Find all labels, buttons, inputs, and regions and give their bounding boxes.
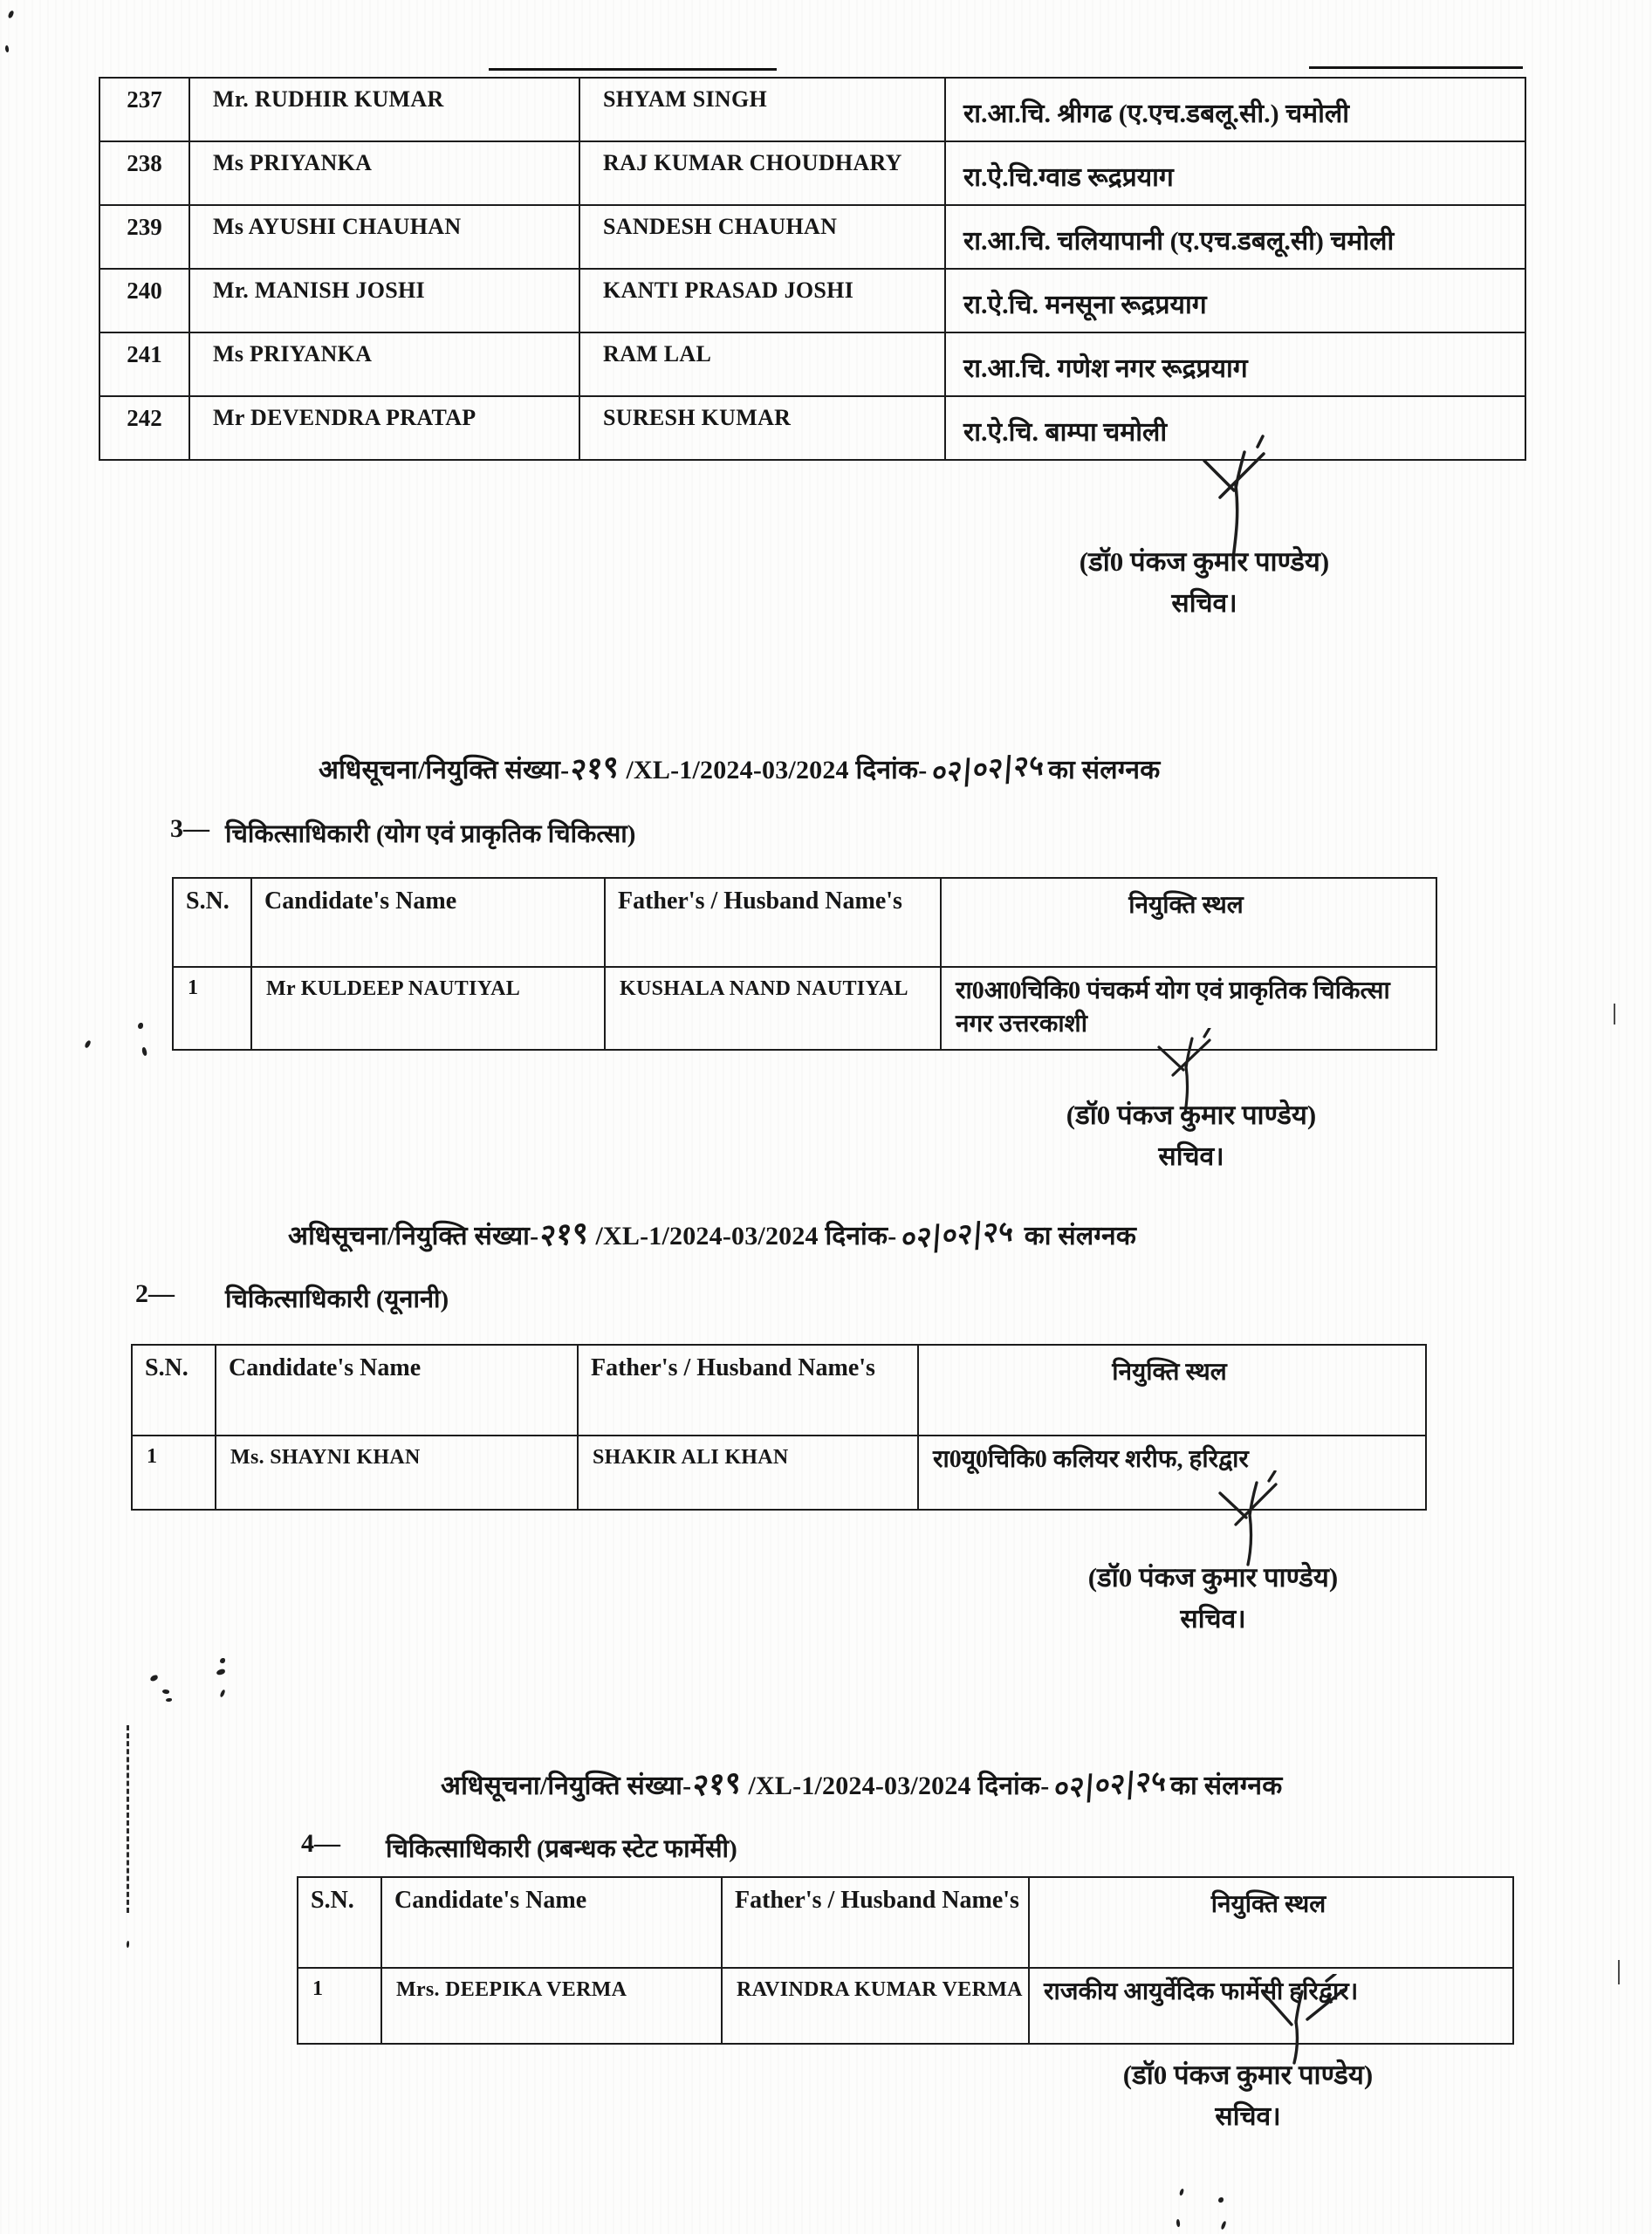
ink-speck — [1218, 2197, 1224, 2203]
section-heading: चिकित्साधिकारी (यूनानी) — [225, 1285, 449, 1313]
father-name: SHAKIR ALI KHAN — [578, 1436, 918, 1510]
ink-speck — [4, 45, 10, 53]
signatory-name: (डॉ0 पंकज कुमार पाण्डेय) — [1087, 1562, 1339, 1593]
signatory-name: (डॉ0 पंकज कुमार पाण्डेय) — [1122, 2059, 1374, 2090]
ink-speck — [127, 1941, 129, 1948]
table-row — [99, 396, 1525, 460]
signatory-block — [1030, 2056, 1466, 2133]
notification-line — [319, 747, 1160, 788]
father-name: RAVINDRA KUMAR VERMA — [722, 1968, 1029, 2044]
father-name: RAM LAL — [579, 332, 945, 396]
notification-middle: /XL-1/2024-03/2024 दिनांक- — [748, 1771, 1050, 1800]
posting-place: रा0आ0चिकि0 पंचकर्म योग एवं प्राकृतिक चिकित्सा नगर उत्तरकाशी — [941, 967, 1436, 1050]
signature-mark — [1246, 1974, 1368, 2066]
ink-speck — [149, 1675, 159, 1682]
notification-line — [288, 1213, 1136, 1254]
table-row — [99, 269, 1525, 332]
table-row — [99, 141, 1525, 205]
scan-edge-artifact — [1618, 1960, 1620, 1984]
candidate-name: Ms PRIYANKA — [189, 332, 579, 396]
candidate-table-main — [99, 77, 1526, 461]
column-header-sn: S.N. — [132, 1345, 216, 1436]
posting-place: रा.ऐ.चि. बाम्पा चमोली — [945, 396, 1525, 460]
column-header-candidate: Candidate's Name — [381, 1877, 722, 1968]
column-header-father: Father's / Husband Name's — [578, 1345, 918, 1436]
notification-middle: /XL-1/2024-03/2024 दिनांक- — [626, 756, 928, 785]
candidate-name: Ms AYUSHI CHAUHAN — [189, 205, 579, 269]
candidate-name: Mr. RUDHIR KUMAR — [189, 78, 579, 141]
serial-number: 1 — [298, 1968, 381, 2044]
signatory-name: (डॉ0 पंकज कुमार पाण्डेय) — [1079, 546, 1330, 577]
section-number: 3— — [170, 814, 209, 843]
column-header-sn: S.N. — [173, 878, 251, 967]
column-header-place: नियुक्ति स्थल — [941, 878, 1436, 967]
table-row — [173, 967, 1436, 1050]
section-number: 4— — [301, 1829, 340, 1858]
column-header-father: Father's / Husband Name's — [605, 878, 941, 967]
father-name: SANDESH CHAUHAN — [579, 205, 945, 269]
signatory-name: (डॉ0 पंकज कुमार पाण्डेय) — [1066, 1100, 1317, 1130]
notification-line — [441, 1763, 1282, 1804]
candidate-name: Ms PRIYANKA — [189, 141, 579, 205]
notification-suffix: का संलग्नक — [1048, 756, 1161, 785]
handwritten-date: ०२|०२|२५ — [1053, 1763, 1169, 1806]
posting-place: राजकीय आयुर्वेदिक फार्मेसी हरिद्वार। — [1029, 1968, 1513, 2044]
serial-number: 242 — [99, 396, 189, 460]
posting-place: रा.आ.चि. श्रीगढ (ए.एच.डबलू.सी.) चमोली — [945, 78, 1525, 141]
father-name: KUSHALA NAND NAUTIYAL — [605, 967, 941, 1050]
ink-speck — [8, 10, 15, 18]
signatory-block — [995, 1559, 1431, 1635]
table-row — [99, 78, 1525, 141]
serial-number: 1 — [173, 967, 251, 1050]
ink-speck — [220, 1658, 225, 1663]
signatory-title: सचिव। — [1180, 1605, 1246, 1634]
ink-speck — [84, 1039, 91, 1048]
handwritten-number: २१९ — [569, 748, 620, 789]
serial-number: 241 — [99, 332, 189, 396]
ink-speck — [141, 1046, 148, 1056]
notification-middle: /XL-1/2024-03/2024 दिनांक- — [595, 1222, 897, 1251]
ink-speck — [216, 1669, 225, 1676]
father-name: SHYAM SINGH — [579, 78, 945, 141]
signatory-block — [973, 1096, 1409, 1173]
section-heading: चिकित्साधिकारी (प्रबन्धक स्टेट फार्मेसी) — [386, 1835, 737, 1863]
ink-speck — [1221, 2221, 1227, 2231]
candidate-name: Mr. MANISH JOSHI — [189, 269, 579, 332]
handwritten-number: २१९ — [691, 1764, 743, 1805]
signatory-title: सचिव। — [1171, 589, 1237, 618]
ink-speck — [220, 1689, 226, 1698]
candidate-table-yoga — [172, 877, 1437, 1051]
ink-speck — [161, 1689, 169, 1695]
handwritten-number: २१९ — [538, 1214, 590, 1255]
column-header-place: नियुक्ति स्थल — [1029, 1877, 1513, 1968]
signatory-title: सचिव। — [1158, 1142, 1224, 1171]
signatory-block — [986, 543, 1422, 620]
candidate-name: Mrs. DEEPIKA VERMA — [381, 1968, 722, 2044]
posting-place: रा.ऐ.चि.ग्वाड रूद्रप्रयाग — [945, 141, 1525, 205]
posting-place: रा.ऐ.चि. मनसूना रूद्रप्रयाग — [945, 269, 1525, 332]
signatory-title: सचिव। — [1215, 2102, 1281, 2131]
notification-prefix: अधिसूचना/नियुक्ति संख्या- — [319, 756, 570, 785]
ink-speck — [138, 1023, 143, 1029]
serial-number: 240 — [99, 269, 189, 332]
notification-prefix: अधिसूचना/नियुक्ति संख्या- — [288, 1222, 539, 1251]
table-header-row — [298, 1877, 1513, 1968]
posting-place: रा.आ.चि. गणेश नगर रूद्रप्रयाग — [945, 332, 1525, 396]
father-name: SURESH KUMAR — [579, 396, 945, 460]
table-row — [99, 332, 1525, 396]
ink-speck — [1176, 2219, 1181, 2228]
fold-line-artifact — [127, 1725, 129, 1913]
column-header-sn: S.N. — [298, 1877, 381, 1968]
column-header-candidate: Candidate's Name — [251, 878, 605, 967]
scan-line-artifact — [1309, 66, 1523, 69]
notification-suffix: का संलग्नक — [1170, 1771, 1283, 1800]
section-number: 2— — [135, 1279, 175, 1308]
signature-mark — [1203, 1470, 1307, 1566]
column-header-candidate: Candidate's Name — [216, 1345, 578, 1436]
table-header-row — [132, 1345, 1426, 1436]
column-header-father: Father's / Husband Name's — [722, 1877, 1029, 1968]
candidate-name: Mr DEVENDRA PRATAP — [189, 396, 579, 460]
notification-suffix: का संलग्नक — [1018, 1222, 1137, 1251]
column-header-place: नियुक्ति स्थल — [918, 1345, 1426, 1436]
table-row — [99, 205, 1525, 269]
scan-line-artifact — [489, 68, 777, 71]
notification-prefix: अधिसूचना/नियुक्ति संख्या- — [441, 1771, 692, 1800]
candidate-name: Mr KULDEEP NAUTIYAL — [251, 967, 605, 1050]
serial-number: 237 — [99, 78, 189, 141]
father-name: RAJ KUMAR CHOUDHARY — [579, 141, 945, 205]
section-heading: चिकित्साधिकारी (योग एवं प्राकृतिक चिकित्सा) — [225, 820, 636, 848]
serial-number: 1 — [132, 1436, 216, 1510]
father-name: KANTI PRASAD JOSHI — [579, 269, 945, 332]
serial-number: 239 — [99, 205, 189, 269]
posting-place: रा.आ.चि. चलियापानी (ए.एच.डबलू.सी) चमोली — [945, 205, 1525, 269]
handwritten-date: ०२|०२|२५ — [931, 747, 1046, 790]
ink-speck — [1179, 2189, 1184, 2196]
scan-edge-artifact — [1614, 1004, 1615, 1024]
table-header-row — [173, 878, 1436, 967]
ink-speck — [166, 1698, 172, 1702]
candidate-name: Ms. SHAYNI KHAN — [216, 1436, 578, 1510]
serial-number: 238 — [99, 141, 189, 205]
handwritten-date: ०२|०२|२५ — [901, 1213, 1016, 1256]
posting-place: रा0यू0चिकि0 कलियर शरीफ, हरिद्वार — [918, 1436, 1426, 1510]
